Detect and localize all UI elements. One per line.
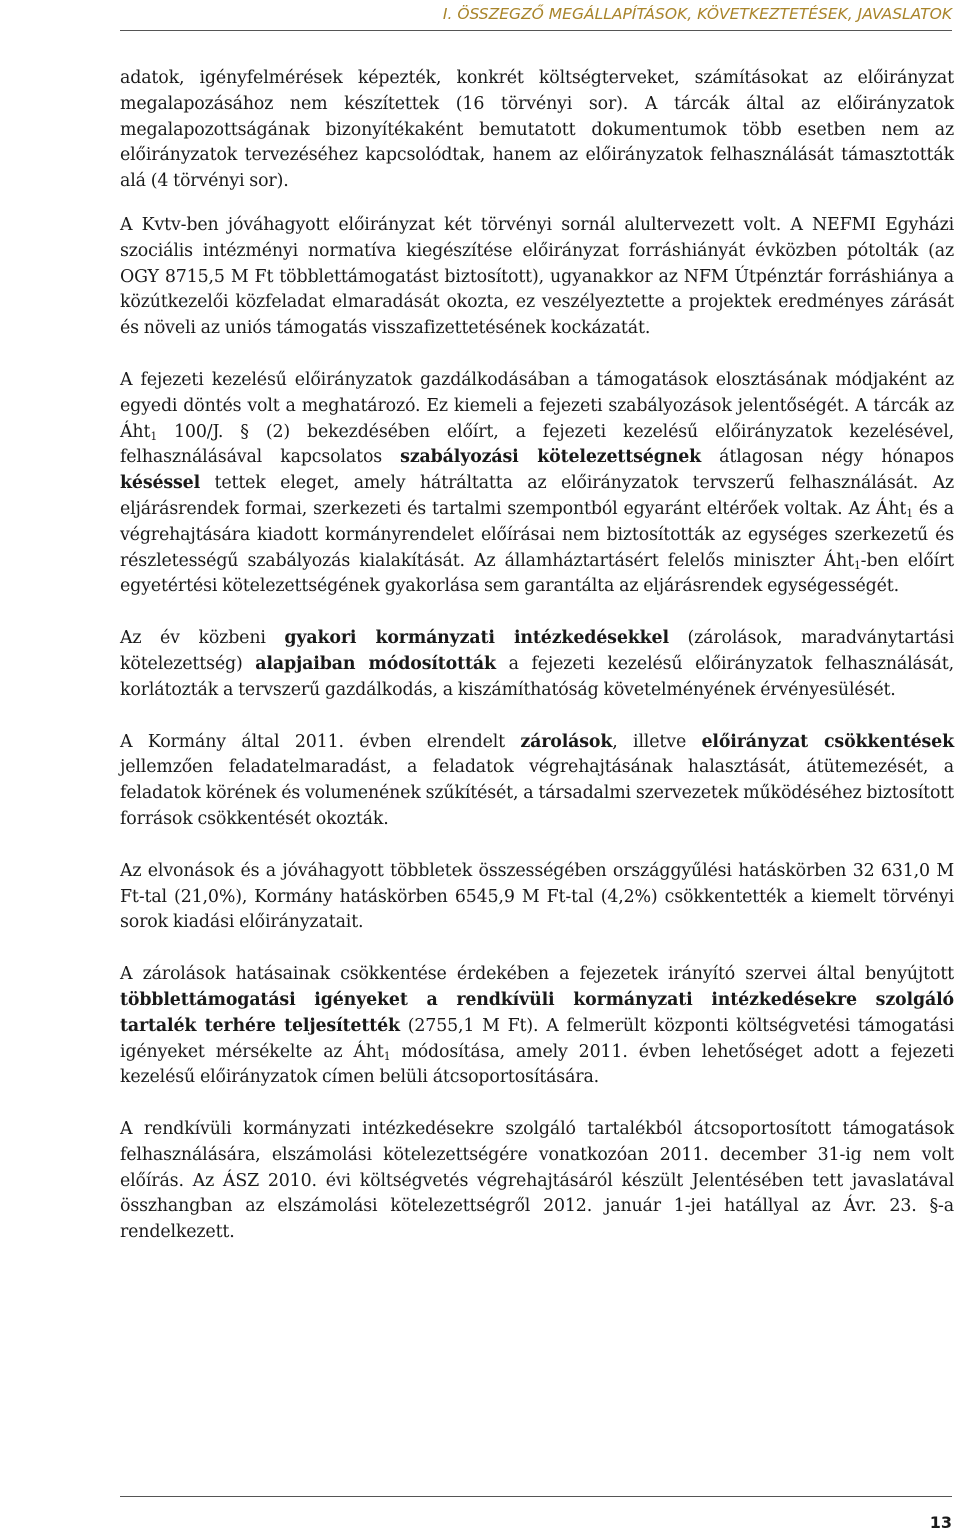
text-run: adatok, igényfelmérések képezték, konkrét költségterveket, számításokat az előirányzat megalapozásához nem készítettek (16 törvényi sor). A tárcák által az előirányzatok megalapozottságának bizonyítékaként bemutatott dokumentumok több esetben nem az előirányzatok tervezéséhez kapcsolódtak, hanem az előirányzatok felhasználását támasztották alá (4 törvényi sor). [120,68,954,192]
paragraph [120,626,954,703]
page-footer [120,1496,952,1535]
running-header [120,2,952,31]
paragraph [120,962,954,1091]
bold-emphasis: gyakori kormányzati intézkedésekkel [284,628,669,649]
text-run: A fejezeti kezelésű előirányzatok gazdálkodásában a támogatások elosztásának módjaként az egyedi döntés volt a meghatározó. Ez kiemeli a fejezeti szabályozások jelentőségét. A tárcák az Áht [120,369,954,442]
bold-emphasis: szabályozási kötelezettségnek [400,447,702,468]
subscript: 1 [906,507,913,521]
page-number: 13 [929,1513,952,1532]
text-run: és a végrehajtására kiadott kormányrendelet előírásai nem biztosították az egységes szerkezetű és részletességű szabályozás kialakítását. Az államháztartásért felelős miniszter Áht [120,498,954,571]
paragraph [120,1117,954,1246]
text-run: Az elvonások és a jóváhagyott többletek összességében országgyűlési hatáskörben 32 631,0 M Ft-tal (21,0%), Kormány hatáskörben 6545,9 M Ft-tal (4,2%) csökkentették a kiemelt törvényi sorok kiadási előirányzatait. [120,860,954,933]
text-run: A Kormány által 2011. évben elrendelt [120,731,521,752]
text-run: a fejezeti kezelésű előirányzatok felhasználását, korlátozták a tervszerű gazdálkodás, a kiszámíthatóság követelményének érvényesülését. [120,653,954,700]
bold-emphasis: zárolások [520,731,613,752]
text-run: A Kvtv-ben jóváhagyott előirányzat két törvényi sornál alultervezett volt. A NEFMI Egyházi szociális intézményi normatíva kiegészítése előirányzat forráshiányát évközben pótolták (az OGY 8715,5 M Ft többlettámogatást biztosított), ugyanakkor az NFM Útpénztár forráshiánya a közútkezelői közfeladat elmaradását okozta, ez veszélyeztette a projektek eredményes zárását és növeli az uniós támogatás visszafizettetésének kockázatát. [120,214,954,339]
text-run: Az év közbeni [120,628,285,649]
text-run: átlagosan négy hónapos [701,447,954,468]
bold-emphasis: többlettámogatási igényeket a rendkívüli kormányzati intézkedésekre szolgáló tartalék terhére teljesítették [120,989,954,1036]
document-body [120,66,954,1272]
running-header-title: I. ÖSSZEGZŐ MEGÁLLAPÍTÁSOK, KÖVETKEZTETÉSEK, JAVASLATOK [442,5,952,23]
text-run: A zárolások hatásainak csökkentése érdekében a fejezetek irányító szervei által benyújtott [120,964,954,985]
bold-emphasis: alapjaiban módosították [255,653,496,674]
text-run: 100/J. § (2) bekezdésében előírt, a fejezeti kezelésű előirányzatok kezelésével, felhasználásával kapcsolatos [120,421,954,468]
paragraph [120,368,954,600]
paragraph [120,730,954,833]
text-run: -ben előírt egyetértési kötelezettségének gyakorlása sem garantálta az eljárásrendek egységességét. [120,550,954,597]
text-run: A rendkívüli kormányzati intézkedésekre szolgáló tartalékból átcsoportosított támogatások felhasználására, elszámolási kötelezettségére vonatkozóan 2011. december 31-ig nem volt előírás. Az ÁSZ 2010. évi költségvetés végrehajtásáról készült Jelentésében tett javaslatával összhangban az elszámolási kötelezettségről 2012. január 1-jei hatállyal az Ávr. 23. §-a rendelkezett. [120,1119,954,1243]
paragraph [120,213,954,342]
bold-emphasis: késéssel [120,473,201,494]
paragraph [120,859,954,936]
text-run: tettek eleget, amely hátráltatta az előirányzatok tervszerű felhasználását. Az eljárásrendek formai, szerkezeti és tartalmi szempontból egyaránt eltérőek voltak. Az Áht [120,473,954,519]
text-run: jellemzően feladatelmaradást, a feladatok végrehajtásának halasztását, átütemezését, a feladatok körének és volumenének szűkítését, a társadalmi szervezetek működéséhez biztosított források csökkentését okozták. [120,757,954,829]
text-run: módosítása, amely 2011. évben lehetőséget adott a fejezeti kezelésű előirányzatok címen belüli átcsoportosítására. [120,1041,954,1088]
bold-emphasis: előirányzat csökkentések [701,731,954,752]
paragraph [120,66,954,195]
text-run: (2755,1 M Ft). A felmerült központi költségvetési támogatási igényeket mérsékelte az Áht [120,1015,954,1062]
text-run: , illetve [612,731,702,752]
subscript: 1 [383,1049,391,1063]
subscript: 1 [853,558,861,572]
subscript: 1 [150,429,158,443]
text-run: (zárolások, maradványtartási kötelezettség) [120,628,954,674]
